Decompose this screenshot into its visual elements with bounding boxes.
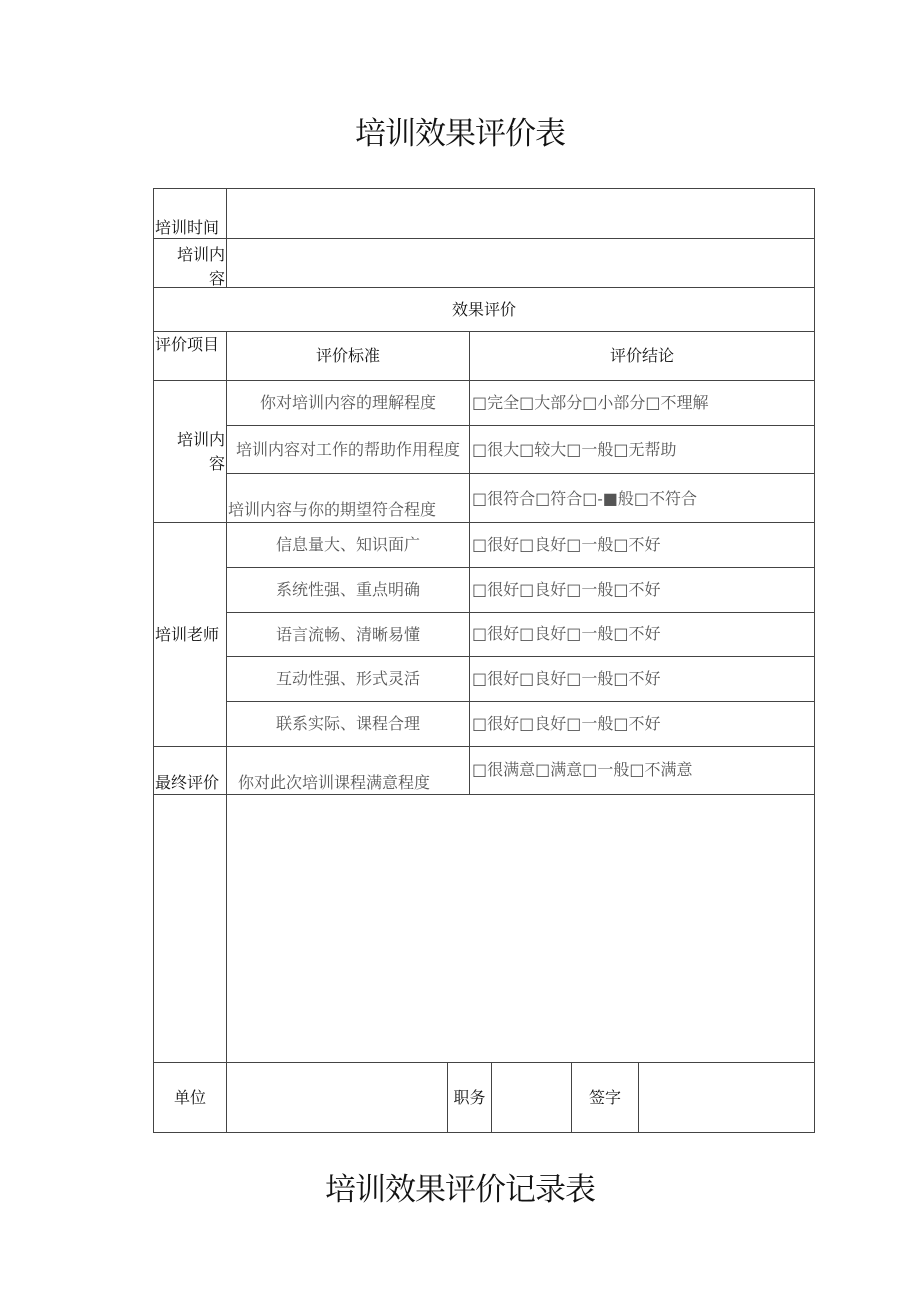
teacher-standard-1: 信息量大、知识面广: [275, 535, 420, 554]
training-time-field[interactable]: [227, 189, 814, 238]
teacher-standard-4: 互动性强、形式灵活: [275, 669, 420, 688]
content-standard-3: 培训内容与你的期望符合程度: [228, 500, 437, 519]
effect-evaluation-header: 效果评价: [451, 299, 516, 319]
evaluation-standard-header: 评价标准: [315, 346, 380, 365]
content-options-1[interactable]: □完全□大部分□小部分□不理解: [472, 393, 709, 412]
final-options[interactable]: □很满意□满意□一般□不满意: [472, 760, 693, 779]
training-content-label: 培训内容: [176, 245, 225, 288]
signature-label: 签字: [588, 1087, 621, 1107]
unit-label: 单位: [173, 1087, 206, 1107]
training-content-field[interactable]: [227, 239, 814, 287]
teacher-standard-3: 语言流畅、清晰易懂: [275, 624, 420, 644]
teacher-options-3[interactable]: □很好□良好□一般□不好: [472, 624, 661, 643]
teacher-group-label: 培训老师: [155, 625, 220, 644]
teacher-options-4[interactable]: □很好□良好□一般□不好: [472, 669, 661, 688]
teacher-standard-5: 联系实际、课程合理: [275, 714, 420, 733]
teacher-options-5[interactable]: □很好□良好□一般□不好: [472, 714, 661, 733]
teacher-options-1[interactable]: □很好□良好□一般□不好: [472, 535, 661, 554]
final-group-label: 最终评价: [155, 773, 220, 792]
position-label: 职务: [453, 1087, 486, 1107]
evaluation-conclusion-header: 评价结论: [609, 346, 674, 365]
page-title: 培训效果评价表: [355, 116, 565, 152]
position-field[interactable]: [492, 1063, 571, 1132]
unit-field[interactable]: [227, 1063, 447, 1132]
content-options-3[interactable]: □很符合□符合□-■般□不符合: [472, 489, 697, 508]
content-options-2[interactable]: □很大□较大□一般□无帮助: [472, 440, 677, 459]
signature-field[interactable]: [639, 1063, 814, 1132]
content-group-label: 培训内容: [176, 430, 225, 473]
final-standard: 你对此次培训课程满意程度: [238, 773, 431, 792]
teacher-options-2[interactable]: □很好□良好□一般□不好: [472, 580, 661, 599]
comments-area[interactable]: [227, 795, 814, 1062]
content-standard-2: 培训内容对工作的帮助作用程度: [235, 439, 460, 459]
evaluation-item-header: 评价项目: [155, 335, 220, 354]
teacher-standard-2: 系统性强、重点明确: [275, 580, 420, 599]
content-standard-1: 你对培训内容的理解程度: [259, 393, 436, 412]
training-time-label: 培训时间: [155, 218, 220, 237]
record-title: 培训效果评价记录表: [325, 1172, 595, 1208]
